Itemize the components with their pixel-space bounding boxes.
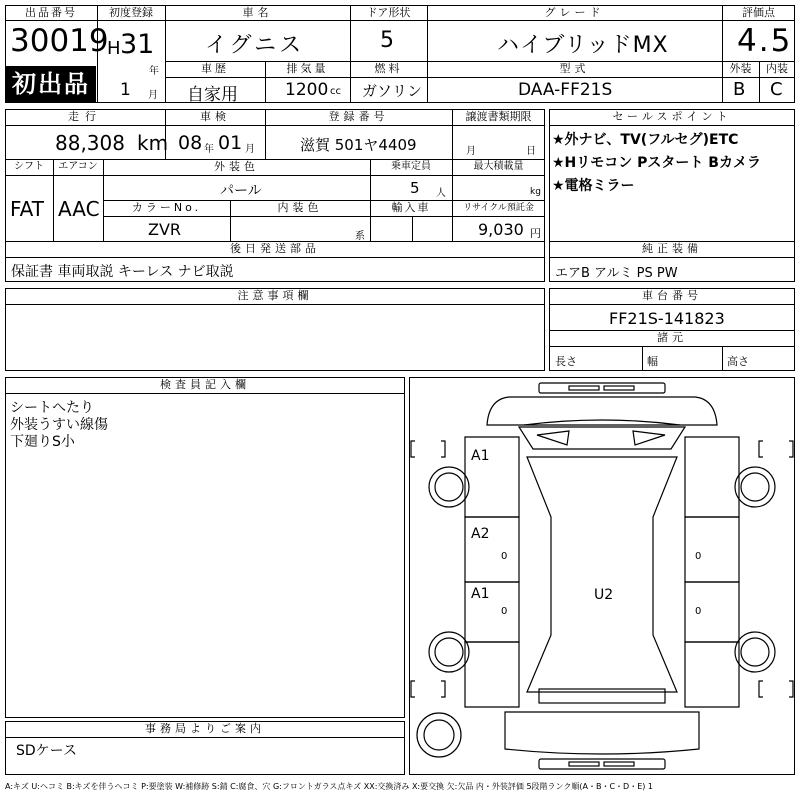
inspection-label: 車検 [200, 110, 230, 123]
color-no-label: カラーNo. [131, 201, 202, 214]
capacity-label: 乗車定員 [391, 161, 431, 172]
reg-month: 1 [120, 80, 131, 100]
damage-mark-a1-front: A1 [471, 448, 490, 464]
exterior-label: 外装 [729, 62, 752, 75]
width-label: 幅 [647, 355, 658, 368]
sales-point-label: セールスポイント [612, 110, 732, 123]
int-color-label: 内装色 [277, 201, 323, 214]
later-parts-value: 保証書 車両取説 キーレス ナビ取説 [11, 264, 234, 280]
spec-label: 諸元 [657, 331, 687, 344]
door-value: 5 [380, 28, 394, 53]
recycle-value: 9,030 [478, 220, 524, 239]
interior-label: 内装 [766, 62, 788, 75]
color-value: パール [220, 183, 262, 199]
insp-month: 01 [218, 132, 243, 154]
office-text: SDケース [16, 743, 77, 759]
load-label: 最大積載量 [473, 161, 524, 172]
ac-value: AAC [58, 197, 100, 221]
damage-mark-a1-rear: A1 [471, 586, 490, 602]
door-label: ドア形状 [350, 5, 427, 21]
capacity-value: 5 [410, 179, 420, 197]
reg-year: 31 [120, 29, 155, 60]
fuel-value: ガソリン [362, 82, 423, 100]
grade-value: ハイブリッドMX [497, 33, 669, 58]
chassis-label: 車台番号 [642, 289, 702, 302]
mileage-label: 走行 [68, 110, 102, 123]
month-unit: 月 [148, 90, 158, 101]
damage-mark-a2: A2 [471, 526, 490, 542]
capacity-unit: 人 [436, 188, 446, 199]
color-label: 外装色 [214, 160, 259, 173]
load-unit: kg [530, 187, 541, 197]
grade-label: グレード [427, 5, 722, 21]
history-value: 自家用 [187, 85, 238, 105]
insp-year-unit: 年 [204, 144, 214, 155]
chassis-value: FF21S-141823 [609, 309, 725, 328]
insp-year: 08 [178, 132, 203, 154]
era: H [107, 38, 121, 59]
equip-value: エアB アルミ PS PW [555, 266, 678, 281]
model-label: 型式 [559, 62, 590, 75]
panel-zero-1: 0 [501, 551, 508, 562]
transfer-month: 月 [466, 146, 476, 157]
displacement-label: 排気量 [286, 62, 329, 75]
car-name: イグニス [205, 33, 305, 58]
lot-no-label: 出品番号 [5, 5, 97, 21]
inspector-line-3: 下廻りS小 [10, 434, 75, 450]
model-value: DAA-FF21S [518, 80, 613, 100]
panel-zero-2: 0 [501, 606, 508, 617]
displacement-unit: cc [330, 86, 341, 97]
recycle-label: リサイクル預託金 [463, 203, 534, 213]
color-no-value: ZVR [148, 220, 182, 239]
history-label: 車歴 [201, 62, 229, 75]
transfer-label: 譲渡書類期限 [465, 110, 532, 123]
panel-zero-4: 0 [695, 606, 702, 617]
length-label: 長さ [555, 355, 577, 368]
transfer-day: 日 [526, 146, 536, 157]
first-reg-label: 初度登録 [97, 5, 165, 21]
damage-mark-u2: U2 [594, 587, 614, 603]
ac-label: エアコン [58, 161, 98, 172]
shift-label: シフト [14, 161, 44, 172]
first-listing-badge: 初出品 [6, 66, 96, 102]
inspector-line-1: シートへたり [10, 400, 94, 416]
import-label: 輸入車 [391, 201, 431, 214]
lot-no: 30019 [10, 23, 109, 59]
office-label: 事務局よりご案内 [145, 722, 265, 735]
car-diagram [409, 377, 795, 775]
height-label: 高さ [727, 355, 749, 368]
shift-value: FAT [10, 197, 45, 221]
inspector-line-2: 外装うすい線傷 [10, 417, 108, 433]
interior-value: C [770, 79, 783, 100]
sales-line-3: ★電格ミラー [552, 178, 635, 194]
reg-no-label: 登録番号 [328, 110, 389, 123]
mileage-value: 88,308 [55, 131, 125, 155]
displacement-value: 1200 [285, 80, 329, 100]
reg-no-value: 滋賀 501ヤ4409 [300, 136, 417, 154]
sales-line-2: ★Hリモコン Pスタート Bカメラ [552, 155, 761, 171]
int-color-unit: 系 [355, 231, 365, 242]
score-label: 評価点 [722, 5, 795, 21]
exterior-value: B [733, 79, 746, 100]
notes-label: 注意事項欄 [237, 289, 313, 302]
recycle-unit: 円 [530, 227, 541, 240]
car-name-label: 車名 [165, 5, 350, 21]
legend-text: A:キズ U:ヘコミ B:キズを伴うヘコミ P:要塗装 W:補修跡 S:錆 C:腐食、穴 G:フロントガラス点キズ XX:交換済み X:要交換 欠:欠品 内・外装評価 5段階ランク順(A・B・C・D・E) 1 [5, 782, 654, 791]
insp-month-unit: 月 [245, 144, 255, 155]
later-parts-label: 後日発送部品 [230, 242, 320, 255]
fuel-label: 燃料 [374, 62, 403, 75]
score-value: 4.5 [737, 23, 793, 59]
mileage-unit: km [137, 131, 169, 155]
equip-label: 純正装備 [642, 242, 702, 255]
year-unit: 年 [149, 66, 159, 77]
inspector-label: 検査員記入欄 [160, 378, 250, 391]
sales-line-1: ★外ナビ、TV(フルセグ)ETC [552, 132, 739, 148]
panel-zero-3: 0 [695, 551, 702, 562]
